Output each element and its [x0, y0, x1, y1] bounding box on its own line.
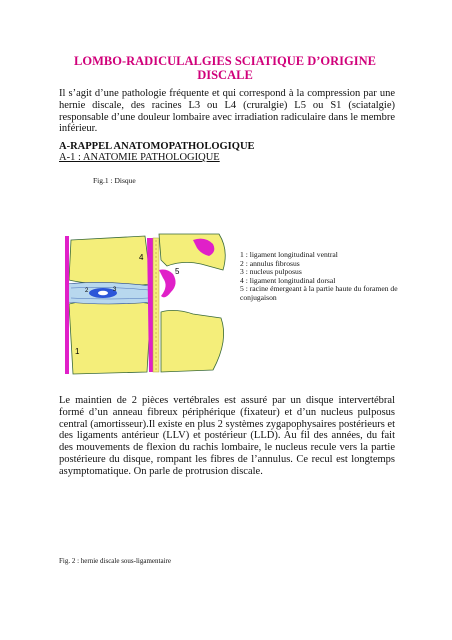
figure-label-2: 2	[85, 288, 89, 294]
legend-item: 3 : nucleus pulposus	[240, 267, 302, 277]
ventral-ligament	[65, 236, 69, 374]
figure-2-caption: Fig. 2 : hernie discale sous-ligamentaire	[59, 557, 171, 565]
figure-label-1: 1	[75, 347, 80, 356]
legend-item: 1 : ligament longitudinal ventral	[240, 250, 338, 259]
legend-item: 2 : annulus fibrosus	[240, 258, 300, 268]
section-heading: A-RAPPEL ANATOMOPATHOLOGIQUE	[59, 141, 255, 152]
lower-vertebra	[69, 300, 151, 375]
document-title: LOMBO-RADICULALGIES SCIATIQUE D’ORIGINE DISCALE	[74, 54, 376, 82]
legend-item: 4 : ligament longitudinal dorsal	[240, 275, 336, 285]
legend-item: 5 : racine émergeant à la partie haute du foramen de conjugaison	[240, 284, 398, 302]
figure-label-3: 3	[113, 287, 117, 293]
figure-label-5: 5	[175, 267, 180, 276]
body-paragraph: Le maintien de 2 pièces vertébrales est assuré par un disque intervertébral formé d’un anneau fibreux périphérique (fixateur) et d’un nucleus pulposus central (amortisseur).Il existe en plus 2 systèmes zygapophysaires postérieurs et des ligaments antérieur (LLV) et postérieur (LLD). Au fil des années, du fait des mouvements de flexion du rachis lombaire, le nucleus recule vers la partie postérieure du disque, rompant les fibres de l’annulus. Ce recul est longtemps asymptomatique. On parle de protrusion discale.	[59, 395, 395, 477]
figure-label-4: 4	[139, 253, 144, 262]
posterior-element-lower	[161, 310, 224, 372]
spine-disc-figure	[63, 230, 233, 378]
figure-1-caption: Fig.1 : Disque	[93, 176, 136, 185]
intro-paragraph: Il s’agit d’une pathologie fréquente et qui correspond à la compression par une hernie discale, des racines L3 ou L4 (cruralgie) L5 ou S1 (sciatalgie) responsable d’une douleur lombaire avec irradiation radiculaire dans le membre inférieur.	[59, 88, 395, 135]
figure-legend	[240, 251, 400, 303]
subsection-heading: A-1 : ANATOMIE PATHOLOGIQUE	[59, 152, 220, 163]
